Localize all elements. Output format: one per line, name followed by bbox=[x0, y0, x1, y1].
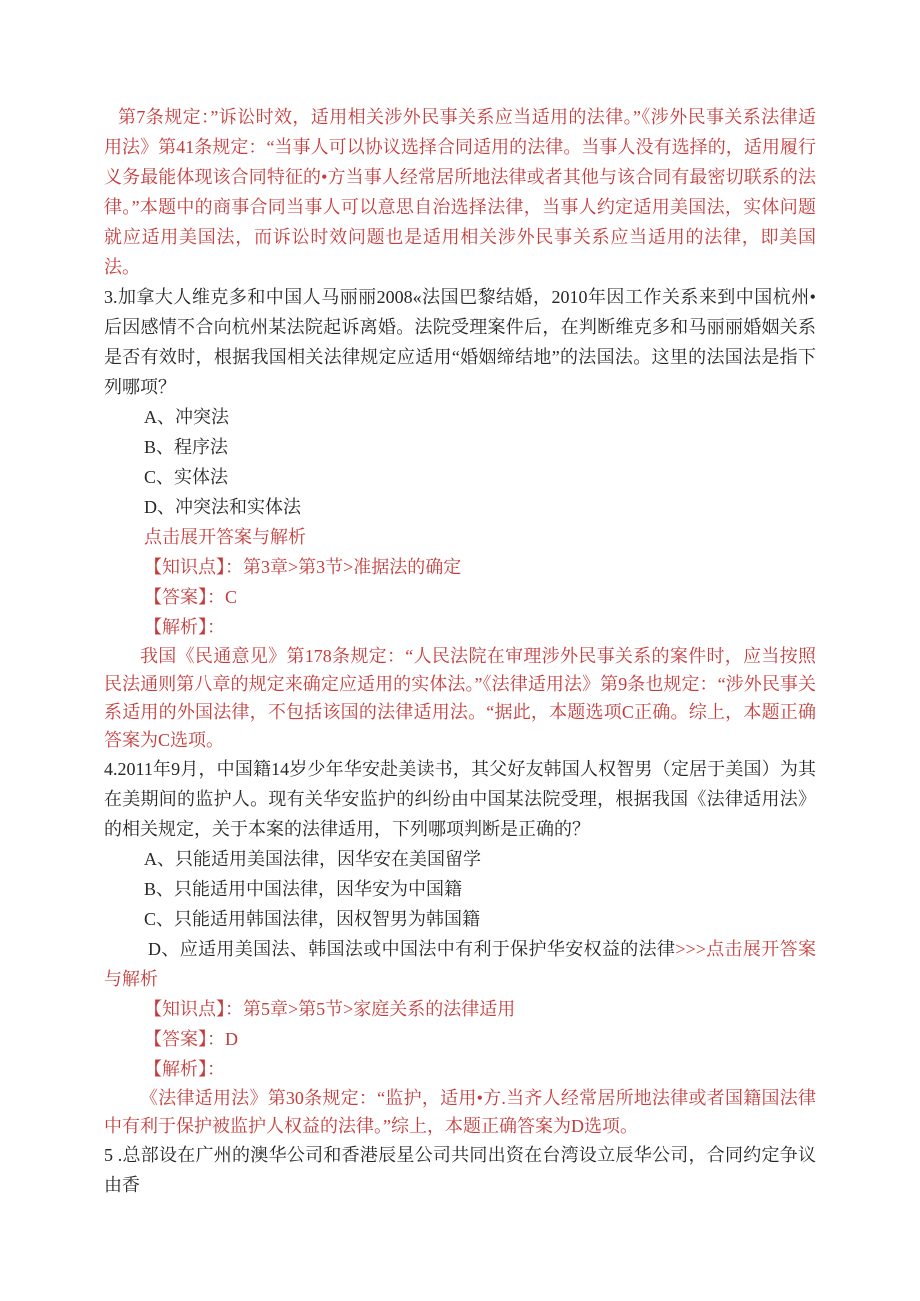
question-4-knowledge-point: 【知识点】：第5章>第5节>家庭关系的法律适用 bbox=[144, 999, 516, 1019]
question-3-option-a: A、冲突法 bbox=[144, 407, 229, 427]
question-3-option-d: D、冲突法和实体法 bbox=[144, 497, 301, 517]
question-3-option-b: B、程序法 bbox=[144, 437, 229, 457]
question-3-analysis: 我国《民通意见》第178条规定：“人民法院在审理涉外民事关系的案件时，应当按照民法通则第八章的规定来确定应适用的实体法。”《法律适用法》第9条也规定：“涉外民事关系适用的外国法律，不包括该国的法律适用法。“据此，本题选项C正确。综上，本题正确答案为C选项。 bbox=[104, 646, 816, 750]
question-4-option-c: C、只能适用韩国法律，因权智男为韩国籍 bbox=[144, 909, 481, 929]
question-5-stem: 5 .总部设在广州的澳华公司和香港辰星公司共同出资在台湾设立辰华公司，合同约定争议由香 bbox=[104, 1145, 816, 1195]
question-3-knowledge-point: 【知识点】：第3章>第3节>准据法的确定 bbox=[144, 557, 462, 577]
question-3-expand-answer-link[interactable]: 点击展开答案与解析 bbox=[144, 527, 306, 547]
carryover-analysis-paragraph: 第7条规定：”诉讼时效，适用相关涉外民事关系应当适用的法律。”《涉外民事关系法律适用法》第41条规定：“当事人可以协议选择合同适用的法律。当事人没有选择的，适用履行义务最能体现该合同特征的•方当事人经常居所地法律或者其他与该合同有最密切联系的法律。”本题中的商事合同当事人可以意思自治选择法律，当事人约定适用美国法，实体问题就应适用美国法，而诉讼时效问题也是适用相关涉外民事关系应当适用的法律，即美国法。 bbox=[104, 107, 816, 277]
question-4-option-b: B、只能适用中国法律，因华安为中国籍 bbox=[144, 879, 463, 899]
question-4-analysis: 《法律适用法》第30条规定：“监护，适用•方.当齐人经常居所地法律或者国籍国法律中有利于保护被监护人权益的法律。”综上，本题正确答案为D选项。 bbox=[104, 1088, 816, 1136]
question-3-option-c: C、实体法 bbox=[144, 467, 229, 487]
question-3-analysis-label: 【解析】： bbox=[144, 617, 225, 637]
question-4-option-a: A、只能适用美国法律，因华安在美国留学 bbox=[144, 849, 481, 869]
question-4-expand-answer-link[interactable]: >>>点击展开答案与解析 bbox=[104, 939, 816, 989]
question-4-option-d-text: D、应适用美国法、韩国法或中国法中有利于保护华安权益的法律 bbox=[148, 939, 676, 959]
question-3-stem: 3.加拿大人维克多和中国人马丽丽2008«法国巴黎结婚，2010年因工作关系来到中国杭州•后因感情不合向杭州某法院起诉离婚。法院受理案件后，在判断维克多和马丽丽婚姻关系是否有效时，根据我国相关法律规定应适用“婚姻缔结地”的法国法。这里的法国法是指下列哪项？ bbox=[104, 287, 816, 397]
question-3-answer: 【答案】：C bbox=[144, 587, 238, 607]
question-4-analysis-label: 【解析】： bbox=[144, 1059, 225, 1079]
question-4-stem: 4.2011年9月，中国籍14岁少年华安赴美读书，其父好友韩国人权智男（定居于美国）为其在美期间的监护人。现有关华安监护的纠纷由中国某法院受理，根据我国《法律适用法》的相关规定，关于本案的法律适用，下列哪项判断是正确的？ bbox=[104, 759, 816, 839]
question-4-answer: 【答案】：D bbox=[144, 1029, 238, 1049]
question-4-option-d bbox=[104, 934, 816, 994]
